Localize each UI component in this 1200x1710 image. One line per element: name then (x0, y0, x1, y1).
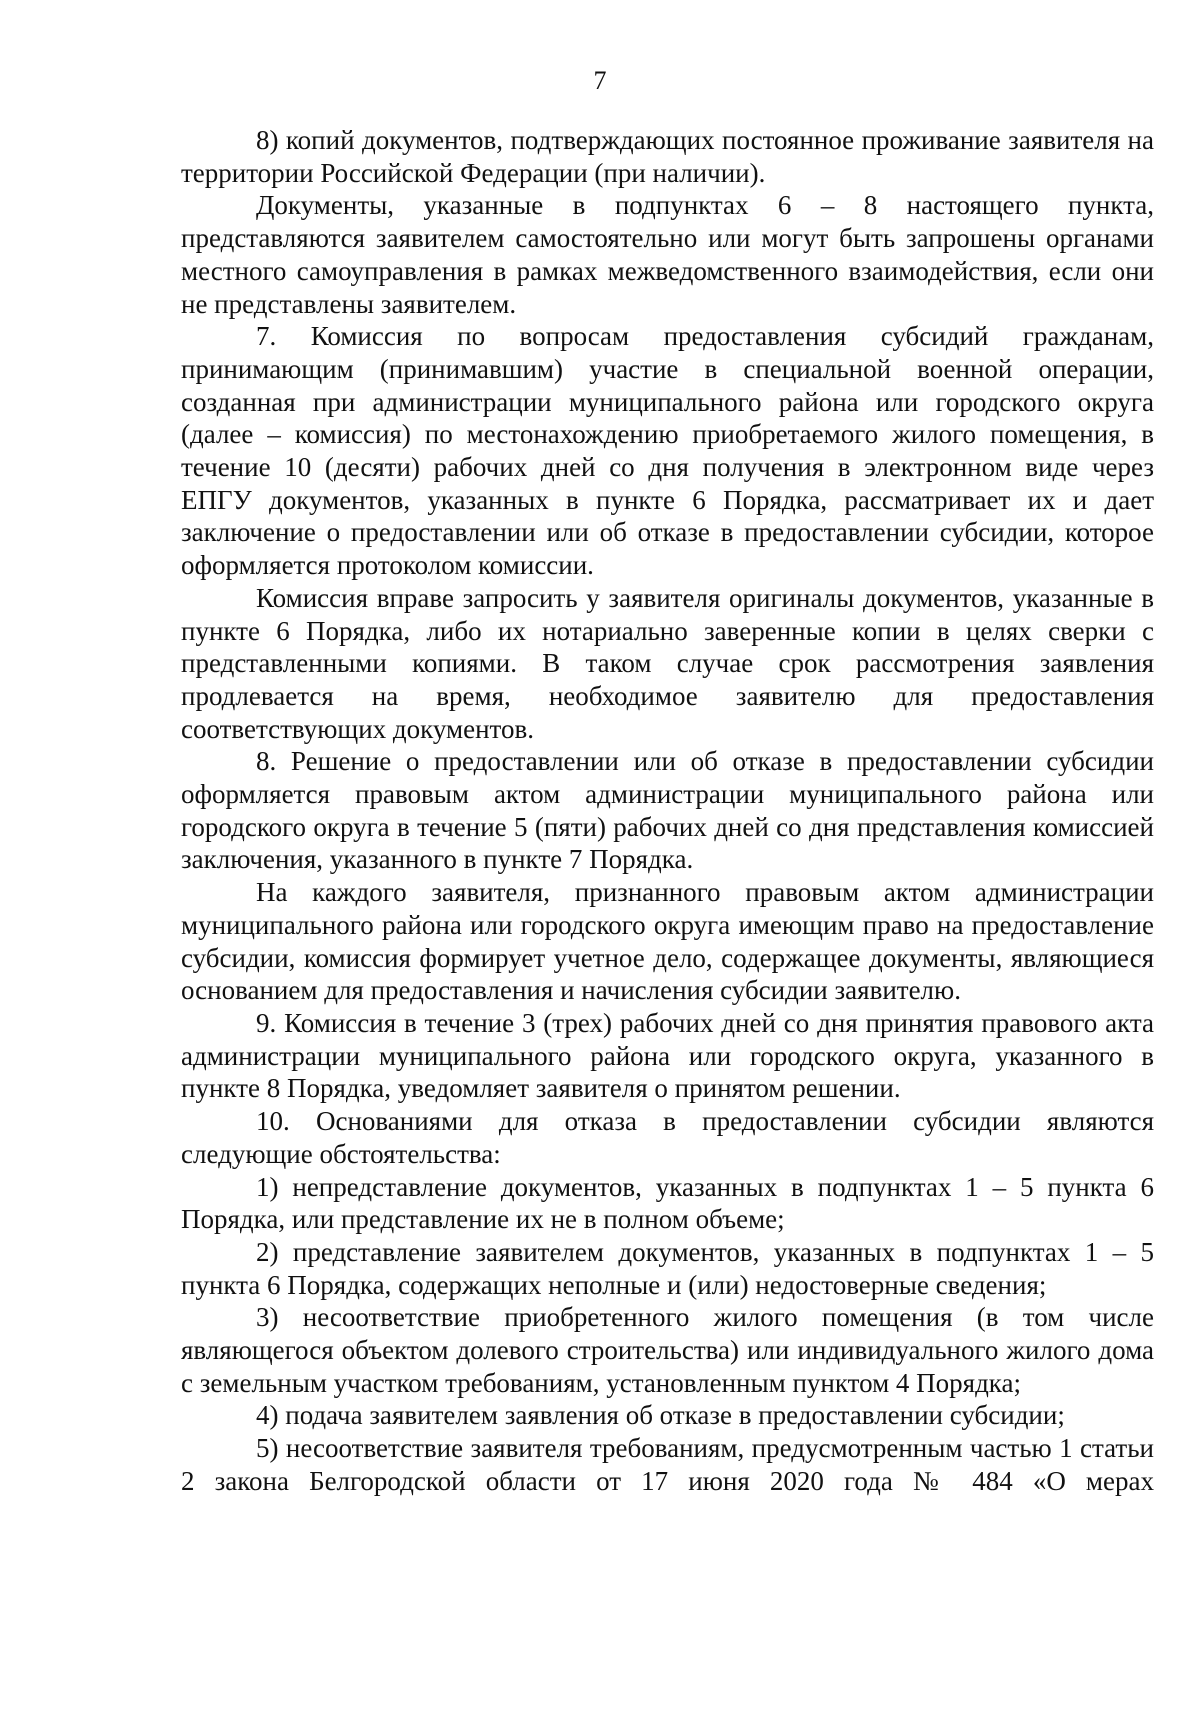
paragraph-clause-10: 10. Основаниями для отказа в предоставлении субсидии являются следующие обстоятельства: (181, 1106, 1154, 1169)
paragraph-clause-8: 8. Решение о предоставлении или об отказе в предоставлении субсидии оформляется правовым актом администрации муниципального района или городского округа в течение 5 (пяти) рабочих дней со дня представления комиссией заключения, указанного в пункте 7 Порядка. (181, 746, 1154, 875)
paragraph-applicant-file: На каждого заявителя, признанного правовым актом администрации муниципального района или городского округа имеющим право на предоставление субсидии, комиссия формирует учетное дело, содержащее документы, являющиеся основанием для предоставления и начисления субсидии заявителю. (181, 877, 1154, 1006)
paragraph-item-8-copies: 8) копий документов, подтверждающих постоянное проживание заявителя на территории Российской Федерации (при наличии). (181, 125, 1154, 188)
paragraph-ground-4: 4) подача заявителем заявления об отказе в предоставлении субсидии; (256, 1400, 1065, 1431)
page-number: 7 (593, 66, 607, 95)
paragraph-clause-7: 7. Комиссия по вопросам предоставления субсидий гражданам, принимающим (принимавшим) участие в специальной военной операции, созданная при администрации муниципального района или городского округа (далее – комиссия) по местонахождению приобретаемого жилого помещения, в течение 10 (десяти) рабочих дней со дня получения в электронном виде через ЕПГУ документов, указанных в пункте 6 Порядка, рассматривает их и дает заключение о предоставлении или об отказе в предоставлении субсидии, которое оформляется протоколом комиссии. (181, 321, 1154, 581)
paragraph-ground-2: 2) представление заявителем документов, указанных в подпунктах 1 – 5 пункта 6 Порядка, содержащих неполные и (или) недостоверные сведения; (181, 1236, 1154, 1300)
paragraph-ground-5: 5) несоответствие заявителя требованиям, предусмотренным частью 1 статьи 2 закона Белгородской области от 17 июня 2020 года № 484 «О мерах (181, 1433, 1154, 1496)
paragraph-commission-request: Комиссия вправе запросить у заявителя оригиналы документов, указанные в пункте 6 Порядка, либо их нотариально заверенные копии в целях сверки с представленными копиями. В таком случае срок рассмотрения заявления продлевается на время, необходимое заявителю для предоставления соответствующих документов. (181, 582, 1154, 744)
paragraph-ground-1: 1) непредставление документов, указанных в подпунктах 1 – 5 пункта 6 Порядка, или представление их не в полном объеме; (181, 1171, 1154, 1235)
paragraph-documents-subitems: Документы, указанные в подпунктах 6 – 8 настоящего пункта, представляются заявителем самостоятельно или могут быть запрошены органами местного самоуправления в рамках межведомственного взаимодействия, если они не представлены заявителем. (181, 190, 1154, 319)
document-body (181, 124, 1154, 1498)
paragraph-clause-9: 9. Комиссия в течение 3 (трех) рабочих дней со дня принятия правового акта администрации муниципального района или городского округа, указанного в пункте 8 Порядка, уведомляет заявителя о принятом решении. (181, 1007, 1154, 1104)
paragraph-ground-3: 3) несоответствие приобретенного жилого помещения (в том числе являющегося объектом долевого строительства) или индивидуального жилого дома с земельным участком требованиям, установленным пунктом 4 Порядка; (181, 1302, 1154, 1398)
